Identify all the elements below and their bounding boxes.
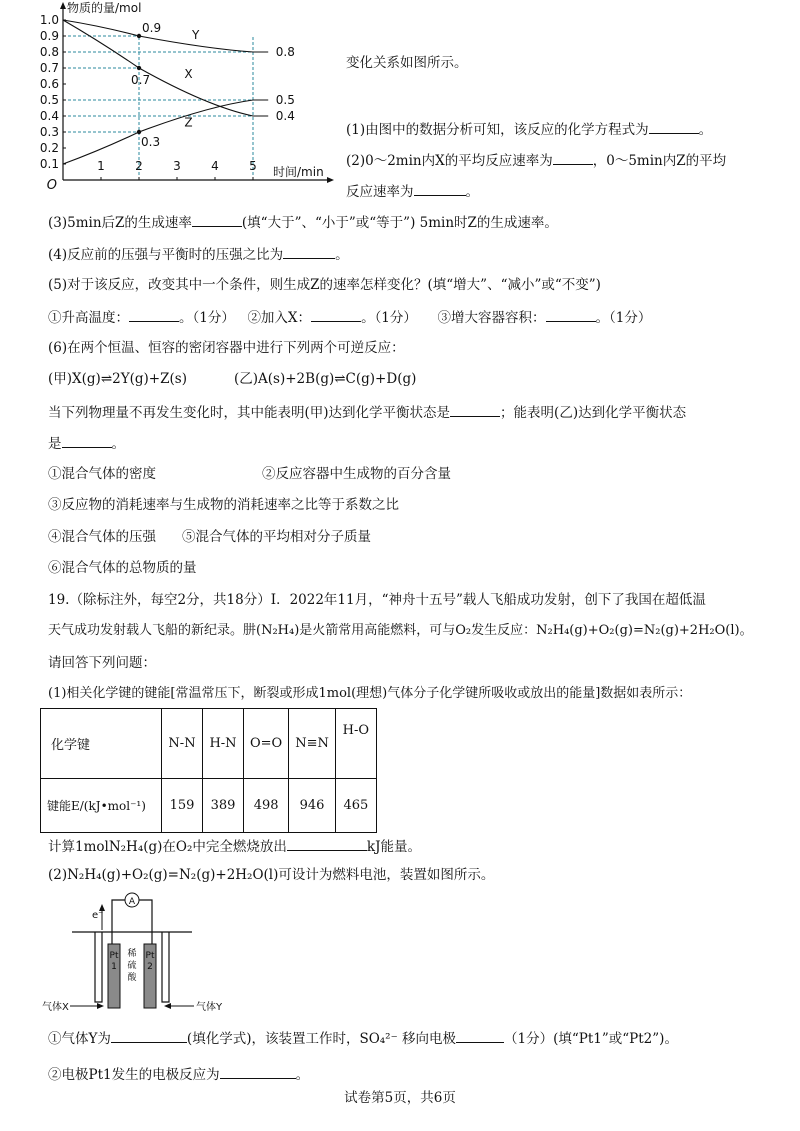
question-19-line2: 天气成功发射载人飞船的新纪录。肼(N₂H₄)是火箭常用高能燃料，可与O₂发生反应：N₂H₄(g)+O₂(g)=N₂(g)+2H₂O(l)。: [48, 623, 753, 638]
q5-3-blank[interactable]: [546, 307, 596, 322]
pt1-number: 1: [111, 962, 117, 972]
y-axis-arrow: [60, 2, 66, 9]
q5-3-points: （1分）: [609, 310, 652, 326]
chart-labels: [40, 0, 324, 190]
x-axis-arrow: [327, 177, 334, 183]
question-2-cont: 反应速率为 。: [346, 181, 479, 201]
q6-ask-a: 当下列物理量不再发生变化时，其中能表明(甲)达到化学平衡状态是: [48, 405, 451, 421]
q2-text-b: ，0～5min内Z的平均: [592, 153, 727, 169]
question-5-options: ①升高温度： 。（1分） ②加入X： 。（1分） ③增大容器容积： 。（1分）: [48, 307, 651, 327]
y-tick-label: 0.2: [39, 141, 59, 155]
calc-blank[interactable]: [287, 836, 367, 851]
ans2-text-a: ②电极Pt1发生的电极反应为: [48, 1067, 220, 1083]
q5-2-text: ②加入X：: [247, 310, 312, 326]
option-3: ③反应物的消耗速率与生成物的消耗速率之比等于系数之比: [48, 497, 399, 513]
y-tick-label: 0.9: [39, 29, 59, 43]
end-value-label: 0.4: [275, 109, 295, 123]
electrolyte-char-1: 稀: [127, 949, 137, 959]
gas-x-arrow-head: [97, 1003, 104, 1009]
table-cell: 159: [162, 779, 203, 833]
table-cell: 498: [244, 779, 289, 833]
electron-label: e⁻: [92, 910, 104, 921]
question-5: (5)对于该反应，改变其中一个条件，则生成Z的速率怎样变化？(填“增大”、“减小”或“不变”): [48, 277, 601, 293]
option-2: ②反应容器中生成物的百分含量: [262, 466, 451, 482]
q2-blank-1[interactable]: [553, 150, 593, 165]
page-footer: 试卷第5页，共6页: [344, 1090, 456, 1106]
table-row: [41, 779, 377, 833]
x-tick-label: 2: [135, 159, 143, 173]
q2-blank-2[interactable]: [414, 181, 466, 196]
q6-blank-1[interactable]: [450, 402, 500, 417]
table-cell: 键能E/(kJ•mol⁻¹): [41, 779, 162, 833]
calc-line: [48, 836, 421, 856]
electrolyte-char-3: 酸: [127, 973, 137, 983]
table-cell: 465: [335, 779, 376, 833]
q5-2-blank[interactable]: [311, 307, 361, 322]
series-point-Z: [137, 130, 141, 134]
table-cell: 946: [289, 779, 336, 833]
table-row: [41, 709, 377, 779]
q3-blank[interactable]: [192, 212, 242, 227]
end-value-label: 0.5: [275, 93, 295, 107]
question-2: [346, 150, 726, 170]
q5-3-text: ③增大容器容积：: [437, 310, 546, 326]
x-tick-label: 4: [211, 159, 219, 173]
electrolyte-char-2: 硫: [127, 961, 137, 971]
series-point-Y: [137, 34, 141, 38]
question-4: (4)反应前的压强与平衡时的压强之比为 。: [48, 244, 349, 264]
q6-blank-2[interactable]: [62, 433, 112, 448]
option-5: ⑤混合气体的平均相对分子质量: [182, 529, 371, 545]
bond-energy-table: [40, 708, 377, 833]
y-tick-label: 0.4: [39, 109, 59, 123]
calc-text-b: kJ能量。: [366, 839, 421, 855]
q5-2-points: （1分）: [374, 310, 417, 326]
table-header-cell: N≡N: [289, 709, 336, 779]
gas-y-label: 气体Y: [196, 1002, 223, 1013]
question-19-line1: 19.（除标注外，每空2分，共18分）I．2022年11月，“神舟十五号”载人飞船成功发射，创下了我国在超低温: [48, 592, 706, 608]
table-header-cell: 化学键: [41, 709, 162, 779]
q6-ask-b: ；能表明(乙)达到化学平衡状态: [500, 405, 687, 421]
y-tick-label: 0.5: [39, 93, 59, 107]
q3-text-a: (3)5min后Z的生成速率: [48, 215, 192, 231]
point-label: 0.3: [141, 135, 161, 149]
series-name-label: Y: [192, 28, 200, 42]
origin-label: O: [46, 178, 57, 190]
y-tick-label: 0.3: [39, 125, 59, 139]
ans2-blank[interactable]: [220, 1064, 296, 1079]
chart-series: [63, 20, 268, 164]
ans2-text-b: 。: [295, 1067, 310, 1083]
option-1: ①混合气体的密度: [48, 466, 156, 482]
x-tick-label: 1: [97, 159, 105, 173]
x-tick-label: 5: [249, 159, 257, 173]
q5-1-points: （1分）: [192, 310, 235, 326]
y-axis-label: 物质的量/mol: [67, 1, 142, 15]
reaction-yi: (乙)A(s)+2B(g)⇌C(g)+D(g): [234, 371, 417, 387]
ammeter-label: A: [128, 897, 136, 907]
option-4: ④混合气体的压强: [48, 529, 156, 545]
question-19-line3: 请回答下列问题：: [48, 655, 156, 671]
left-chamber: [95, 932, 102, 1002]
series-name-label: X: [184, 67, 193, 81]
x-axis-label: 时间/min: [273, 165, 324, 179]
gas-x-label: 气体X: [42, 1002, 69, 1013]
table-header-cell: H-O: [335, 709, 376, 779]
q4-blank[interactable]: [283, 244, 335, 259]
intro-text: 变化关系如图所示。: [346, 55, 468, 71]
end-value-label: 0.8: [275, 45, 295, 59]
q1-blank[interactable]: [649, 119, 699, 134]
question-6-ask-cont: 是 。: [48, 433, 125, 453]
y-tick-label: 0.1: [39, 157, 59, 171]
table-header-cell: O=O: [244, 709, 289, 779]
point-label: 0.7: [131, 73, 151, 87]
ans1-text-a: ①气体Y为: [48, 1031, 111, 1047]
reaction-jia: (甲)X(g)⇌2Y(g)+Z(s): [48, 371, 187, 387]
calc-text-a: 计算1molN₂H₄(g)在O₂中完全燃烧放出: [48, 839, 287, 855]
mole-time-chart: [38, 0, 338, 190]
question-19-2: (2)N₂H₄(g)+O₂(g)=N₂(g)+2H₂O(l)可设计为燃料电池，装置如图所示。: [48, 867, 495, 883]
q3-text-b: (填“大于”、“小于”或“等于”) 5min时Z的生成速率。: [241, 215, 558, 231]
answer-1: [48, 1028, 678, 1048]
gas-y-arrow-head: [164, 1003, 171, 1009]
q4-text: (4)反应前的压强与平衡时的压强之比为: [48, 247, 284, 263]
table-header-cell: N-N: [162, 709, 203, 779]
q6-ask-c: 是: [48, 436, 62, 452]
question-3: [48, 212, 558, 232]
pt2-number: 2: [147, 962, 153, 972]
q5-1-text: ①升高温度：: [48, 310, 129, 326]
pt2-label: Pt: [145, 951, 155, 961]
table-cell: 389: [203, 779, 244, 833]
fuel-cell-diagram: [40, 886, 280, 1020]
table-header-cell: H-N: [203, 709, 244, 779]
right-chamber: [162, 932, 169, 1002]
point-label: 0.9: [142, 21, 162, 35]
pt1-label: Pt: [109, 951, 119, 961]
q1-text: (1)由图中的数据分析可知，该反应的化学方程式为: [346, 122, 649, 138]
y-tick-label: 1.0: [39, 13, 59, 27]
q2-text-c: 反应速率为: [346, 184, 414, 200]
question-19-1: (1)相关化学键的键能[常温常压下，断裂或形成1mol(理想)气体分子化学键所吸收或放出的能量]数据如表所示：: [48, 686, 692, 701]
q2-text-a: (2)0～2min内X的平均反应速率为: [346, 153, 553, 169]
ans1-text-b: (填化学式)，该装置工作时，SO₄²⁻ 移向电极: [186, 1031, 457, 1047]
ans1-text-c: （1分）(填“Pt1”或“Pt2”)。: [504, 1031, 678, 1047]
y-tick-label: 0.6: [39, 77, 59, 91]
series-point-X: [137, 66, 141, 70]
question-6: (6)在两个恒温、恒容的密闭容器中进行下列两个可逆反应：: [48, 340, 405, 356]
ans1-blank-1[interactable]: [111, 1028, 187, 1043]
option-6: ⑥混合气体的总物质的量: [48, 560, 197, 576]
ans1-blank-2[interactable]: [456, 1028, 504, 1043]
q5-1-blank[interactable]: [129, 307, 179, 322]
answer-2: [48, 1064, 309, 1084]
question-6-ask: [48, 402, 686, 422]
question-1: (1)由图中的数据分析可知，该反应的化学方程式为 。: [346, 119, 712, 139]
x-tick-label: 3: [173, 159, 181, 173]
series-name-label: Z: [184, 115, 193, 130]
y-tick-label: 0.8: [39, 45, 59, 59]
y-tick-label: 0.7: [39, 61, 59, 75]
